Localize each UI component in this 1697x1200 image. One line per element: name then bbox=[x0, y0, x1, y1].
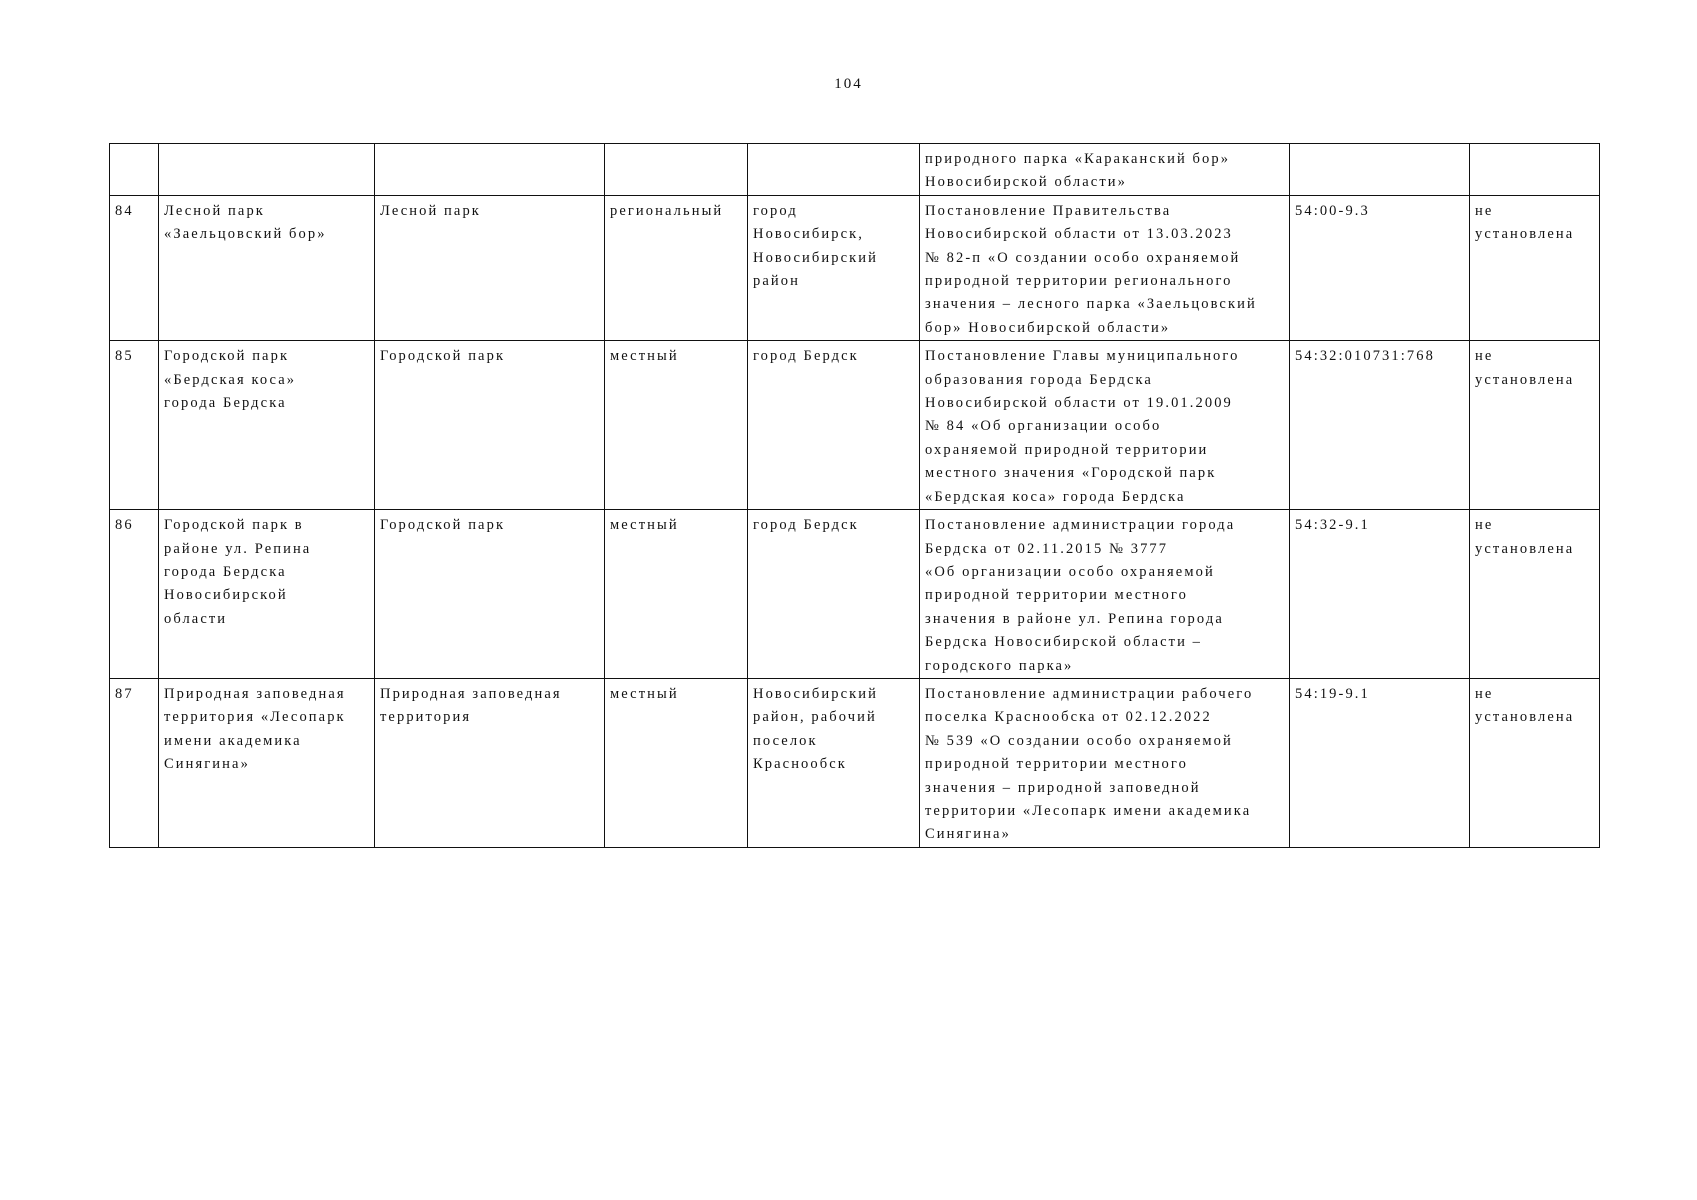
significance-line: местный bbox=[610, 685, 679, 702]
location-line: город Бердск bbox=[753, 348, 859, 365]
significance-cell bbox=[605, 341, 748, 510]
area-name-cell bbox=[159, 144, 375, 196]
legal-document-line: природной территории регионального bbox=[925, 273, 1233, 290]
location-line: район, рабочий bbox=[753, 709, 877, 726]
legal-document-line: Бердска от 02.11.2015 № 3777 bbox=[925, 540, 1169, 557]
category-cell bbox=[375, 341, 605, 510]
category-line: Городской парк bbox=[380, 517, 506, 534]
legal-document-line: значения – лесного парка «Заельцовский bbox=[925, 296, 1257, 313]
location-line: город Бердск bbox=[753, 517, 859, 534]
significance-line: местный bbox=[610, 517, 679, 534]
significance-cell bbox=[605, 144, 748, 196]
area-name-line: Городской парк в bbox=[164, 517, 304, 534]
legal-document-line: № 82-п «О создании особо охраняемой bbox=[925, 249, 1241, 266]
category-cell bbox=[375, 195, 605, 340]
status-line: не bbox=[1475, 685, 1494, 702]
row-number-cell bbox=[110, 341, 159, 510]
area-name-cell bbox=[159, 678, 375, 847]
significance-cell bbox=[605, 678, 748, 847]
status-line: не bbox=[1475, 202, 1494, 219]
registry-code-line: 54:32-9.1 bbox=[1295, 517, 1370, 534]
area-name-line: города Бердска bbox=[164, 563, 287, 580]
registry-code-line: 54:00-9.3 bbox=[1295, 202, 1370, 219]
legal-document-line: природной территории местного bbox=[925, 756, 1188, 773]
location-line: Новосибирск, bbox=[753, 226, 864, 243]
registry-code-line: 54:19-9.1 bbox=[1295, 685, 1370, 702]
legal-document-line: бор» Новосибирской области» bbox=[925, 319, 1171, 336]
legal-document-line: № 539 «О создании особо охраняемой bbox=[925, 732, 1233, 749]
table-row bbox=[110, 678, 1600, 847]
legal-document-line: охраняемой природной территории bbox=[925, 441, 1209, 458]
area-name-line: города Бердска bbox=[164, 395, 287, 412]
location-line: город bbox=[753, 202, 798, 219]
area-name-cell bbox=[159, 195, 375, 340]
category-cell bbox=[375, 678, 605, 847]
status-line: не bbox=[1475, 517, 1494, 534]
legal-document-line: Синягина» bbox=[925, 826, 1011, 843]
registry-code-cell bbox=[1290, 678, 1470, 847]
legal-document-cell bbox=[920, 144, 1290, 196]
location-line: поселок bbox=[753, 732, 818, 749]
legal-document-line: природного парка «Караканский бор» bbox=[925, 151, 1231, 167]
category-line: Природная заповедная bbox=[380, 685, 562, 702]
category-line: территория bbox=[380, 709, 472, 726]
registry-code-cell bbox=[1290, 510, 1470, 679]
location-line: Новосибирский bbox=[753, 685, 878, 702]
table-row bbox=[110, 341, 1600, 510]
legal-document-line: Бердска Новосибирской области – bbox=[925, 634, 1203, 651]
status-line: установлена bbox=[1475, 540, 1575, 557]
area-name-line: «Заельцовский бор» bbox=[164, 226, 327, 243]
legal-document-line: значения в районе ул. Репина города bbox=[925, 610, 1224, 627]
row-number-cell bbox=[110, 678, 159, 847]
area-name-line: «Бердская коса» bbox=[164, 371, 297, 388]
legal-document-line: Постановление администрации рабочего bbox=[925, 685, 1254, 702]
significance-line: региональный bbox=[610, 202, 724, 219]
significance-cell bbox=[605, 510, 748, 679]
location-cell bbox=[748, 341, 920, 510]
legal-document-line: местного значения «Городской парк bbox=[925, 465, 1217, 482]
page-number: 104 bbox=[834, 76, 863, 92]
legal-document-line: «Об организации особо охраняемой bbox=[925, 563, 1215, 580]
significance-cell bbox=[605, 195, 748, 340]
location-cell bbox=[748, 144, 920, 196]
legal-document-line: Постановление администрации города bbox=[925, 517, 1236, 534]
status-line: не bbox=[1475, 348, 1494, 365]
legal-document-cell bbox=[920, 195, 1290, 340]
table-row bbox=[110, 510, 1600, 679]
legal-document-line: Новосибирской области от 13.03.2023 bbox=[925, 226, 1233, 243]
area-name-line: Лесной парк bbox=[164, 202, 265, 219]
legal-document-cell bbox=[920, 341, 1290, 510]
row-number-cell bbox=[110, 510, 159, 679]
location-line: район bbox=[753, 273, 800, 290]
area-name-cell bbox=[159, 341, 375, 510]
category-line: Лесной парк bbox=[380, 202, 481, 219]
status-line: установлена bbox=[1475, 709, 1575, 726]
legal-document-line: Новосибирской области от 19.01.2009 bbox=[925, 395, 1233, 412]
status-line: установлена bbox=[1475, 371, 1575, 388]
area-name-cell bbox=[159, 510, 375, 679]
legal-document-line: «Бердская коса» города Бердска bbox=[925, 488, 1186, 505]
status-line: установлена bbox=[1475, 226, 1575, 243]
registry-code-cell bbox=[1290, 144, 1470, 196]
row-number-line: 86 bbox=[115, 517, 134, 534]
row-number-cell bbox=[110, 144, 159, 196]
legal-document-line: городского парка» bbox=[925, 657, 1074, 674]
category-cell bbox=[375, 144, 605, 196]
area-name-line: имени академика bbox=[164, 732, 302, 749]
legal-document-line: Новосибирской области» bbox=[925, 174, 1127, 191]
legal-document-cell bbox=[920, 678, 1290, 847]
area-name-line: области bbox=[164, 610, 228, 627]
status-cell bbox=[1470, 510, 1600, 679]
location-cell bbox=[748, 678, 920, 847]
legal-document-line: значения – природной заповедной bbox=[925, 779, 1201, 796]
location-cell bbox=[748, 195, 920, 340]
status-cell bbox=[1470, 144, 1600, 196]
legal-document-line: территории «Лесопарк имени академика bbox=[925, 802, 1252, 819]
row-number-line: 85 bbox=[115, 348, 134, 365]
area-name-line: Синягина» bbox=[164, 756, 250, 773]
row-number-line: 84 bbox=[115, 202, 134, 219]
registry-code-line: 54:32:010731:768 bbox=[1295, 348, 1435, 365]
legal-document-cell bbox=[920, 510, 1290, 679]
table-row bbox=[110, 144, 1600, 196]
status-cell bbox=[1470, 678, 1600, 847]
category-line: Городской парк bbox=[380, 348, 506, 365]
area-name-line: районе ул. Репина bbox=[164, 540, 312, 557]
area-name-line: Новосибирской bbox=[164, 587, 288, 604]
status-cell bbox=[1470, 341, 1600, 510]
registry-code-cell bbox=[1290, 195, 1470, 340]
legal-document-line: природной территории местного bbox=[925, 587, 1188, 604]
area-name-line: Природная заповедная bbox=[164, 685, 346, 702]
protected-areas-table bbox=[109, 143, 1600, 848]
category-cell bbox=[375, 510, 605, 679]
area-name-line: территория «Лесопарк bbox=[164, 709, 346, 726]
location-cell bbox=[748, 510, 920, 679]
legal-document-line: № 84 «Об организации особо bbox=[925, 418, 1162, 435]
legal-document-line: поселка Краснообска от 02.12.2022 bbox=[925, 709, 1212, 726]
significance-line: местный bbox=[610, 348, 679, 365]
row-number-line: 87 bbox=[115, 685, 134, 702]
legal-document-line: Постановление Главы муниципального bbox=[925, 348, 1240, 365]
row-number-cell bbox=[110, 195, 159, 340]
area-name-line: Городской парк bbox=[164, 348, 290, 365]
registry-code-cell bbox=[1290, 341, 1470, 510]
table-row bbox=[110, 195, 1600, 340]
legal-document-line: образования города Бердска bbox=[925, 371, 1153, 388]
location-line: Новосибирский bbox=[753, 249, 878, 266]
location-line: Краснообск bbox=[753, 756, 847, 773]
legal-document-line: Постановление Правительства bbox=[925, 202, 1172, 219]
status-cell bbox=[1470, 195, 1600, 340]
